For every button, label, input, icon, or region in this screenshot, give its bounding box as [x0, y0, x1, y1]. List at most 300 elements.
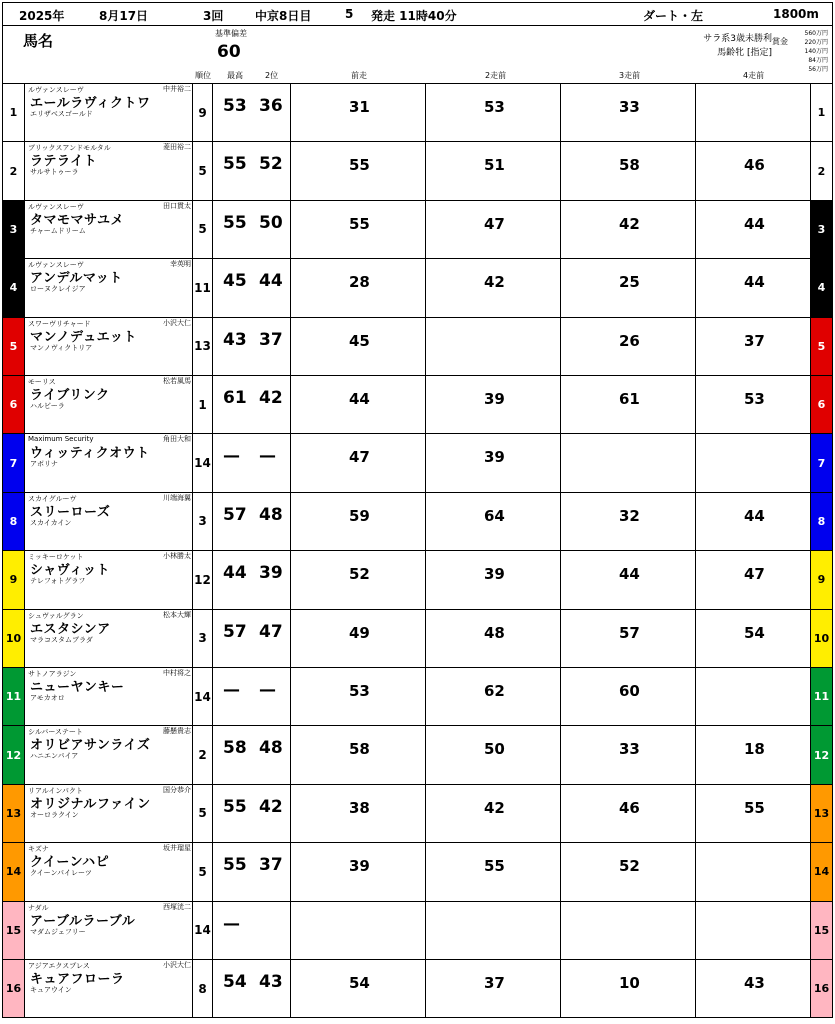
race-score: 32 [619, 506, 640, 525]
race-history-4[interactable] [696, 201, 812, 258]
rank: 5 [193, 142, 213, 199]
dam-name: エリザベスゴールド [30, 110, 93, 118]
race-score: 47 [484, 214, 505, 233]
rank: 3 [193, 493, 213, 550]
race-score: 52 [349, 565, 370, 584]
col-prev2: 2走前 [485, 71, 507, 80]
race-score: 45 [349, 331, 370, 350]
horse-info [25, 902, 193, 959]
race-score: 55 [744, 798, 765, 817]
race-history-4[interactable] [696, 668, 812, 725]
index-label: 基準偏差 [215, 29, 247, 38]
best-index: 57 [223, 504, 247, 525]
prize-2: 220万円 [804, 39, 828, 46]
sire-name: ルヴァンスレーヴ [28, 261, 84, 270]
race-history-2[interactable] [426, 259, 561, 316]
horse-row[interactable] [2, 785, 833, 843]
sire-name: ミッキーロケット [28, 553, 84, 562]
horse-info [25, 960, 193, 1017]
rank: 14 [193, 668, 213, 725]
horse-number: 2 [3, 142, 25, 199]
index-cell [213, 201, 291, 258]
race-score: 44 [744, 214, 765, 233]
rank: 3 [193, 610, 213, 667]
horse-info [25, 493, 193, 550]
second-index: — [259, 680, 276, 700]
race-history-4[interactable] [696, 843, 812, 900]
horse-name[interactable]: ニューヤンキー [30, 680, 125, 695]
best-index: 55 [223, 855, 247, 876]
race-history-3[interactable] [561, 843, 696, 900]
horse-number-right: 3 [810, 201, 832, 258]
race-history-4[interactable] [696, 84, 812, 141]
rank: 14 [193, 434, 213, 491]
race-score: 18 [744, 740, 765, 759]
second-index: 37 [259, 855, 283, 876]
jockey-name: 小林勝太 [163, 552, 191, 561]
dam-name: ハニエンパイア [30, 752, 79, 761]
jockey-name: 川端海翼 [163, 493, 191, 502]
horse-number: 12 [3, 726, 25, 783]
race-score: 42 [619, 214, 640, 233]
horse-info [25, 142, 193, 199]
race-history-1[interactable] [291, 668, 426, 725]
horse-number-right: 15 [810, 902, 832, 959]
horse-info [25, 318, 193, 375]
horse-row[interactable] [2, 668, 833, 726]
horse-info [25, 785, 193, 842]
race-history-2[interactable] [426, 726, 561, 783]
dam-name: アモカオロ [30, 694, 65, 702]
race-history-2[interactable] [426, 551, 561, 608]
dam-name: スカイカイン [30, 518, 72, 527]
race-score: 59 [349, 506, 370, 525]
race-history-2[interactable] [426, 318, 561, 375]
horse-number: 5 [3, 318, 25, 375]
race-history-4[interactable] [696, 902, 812, 959]
sire-name: リアルインパクト [28, 786, 83, 795]
best-index: 61 [223, 388, 247, 408]
rank: 2 [193, 726, 213, 783]
horse-row[interactable] [2, 726, 833, 784]
race-score: 26 [619, 331, 640, 350]
prize-1: 560万円 [804, 30, 828, 37]
horse-info [25, 201, 193, 258]
jockey-name: 西塚洸二 [163, 902, 191, 911]
race-score: 47 [349, 448, 370, 467]
race-history-3[interactable] [561, 318, 696, 375]
race-history-3[interactable] [561, 142, 696, 199]
best-index: 58 [223, 738, 247, 759]
dam-name: マダムジェフリー [30, 927, 86, 936]
race-distance: 1800m [773, 7, 819, 21]
race-date: 8月17日 [99, 9, 149, 23]
horse-number: 3 [3, 201, 25, 258]
horse-name[interactable]: キュアフローラ [30, 972, 125, 987]
race-score: 39 [484, 565, 505, 584]
sire-name: ブリックスアンドモルタル [28, 144, 111, 153]
col-prev: 前走 [351, 71, 367, 80]
best-index: 44 [223, 563, 247, 584]
race-history-1[interactable] [291, 201, 426, 258]
index-cell [213, 610, 291, 667]
horse-name[interactable]: マンノデュエット [30, 329, 137, 345]
horse-info [25, 726, 193, 783]
rank: 9 [193, 84, 213, 141]
race-history-4[interactable] [696, 551, 812, 608]
race-history-1[interactable] [291, 785, 426, 842]
horse-number: 9 [3, 551, 25, 608]
jockey-name: 田口貫太 [163, 201, 191, 210]
race-history-1[interactable] [291, 142, 426, 199]
race-history-1[interactable] [291, 610, 426, 667]
race-score: 33 [619, 740, 640, 759]
race-score: 28 [349, 273, 370, 292]
horse-row[interactable] [2, 960, 833, 1018]
dam-name: マンノヴィクトリア [30, 343, 93, 352]
horse-row[interactable] [2, 902, 833, 960]
horse-info [25, 668, 193, 725]
race-score: 55 [349, 156, 370, 175]
rank: 8 [193, 960, 213, 1017]
race-history-4[interactable] [696, 318, 812, 375]
jockey-name: 藤懸貴志 [163, 727, 191, 736]
horse-row[interactable] [2, 201, 833, 259]
jockey-name: 坂井瑠星 [163, 844, 191, 853]
race-history-2[interactable] [426, 902, 561, 959]
index-cell [213, 785, 291, 842]
index-cell [213, 318, 291, 375]
sire-name: シュヴァルグラン [28, 611, 84, 620]
horse-number: 11 [3, 668, 25, 725]
dam-name: キュアウイン [30, 986, 72, 994]
race-history-3[interactable] [561, 551, 696, 608]
horse-info [25, 551, 193, 608]
race-history-2[interactable] [426, 201, 561, 258]
race-score: 42 [484, 798, 505, 817]
horse-number-right: 13 [810, 785, 832, 842]
race-history-1[interactable] [291, 84, 426, 141]
horse-row[interactable] [2, 84, 833, 142]
horse-number-right: 2 [810, 142, 832, 199]
horse-name[interactable]: ラテライト [30, 154, 98, 170]
sire-name: モーリス [28, 378, 56, 386]
sire-name: サトノアラジン [28, 670, 77, 678]
horse-name[interactable]: エスタシンア [30, 621, 111, 637]
prize-4: 84万円 [808, 57, 828, 64]
race-score: 31 [349, 98, 370, 116]
second-index: 42 [259, 796, 283, 817]
race-history-3[interactable] [561, 785, 696, 842]
horse-number-right: 12 [810, 726, 832, 783]
name-label: 馬名 [23, 32, 54, 50]
race-history-4[interactable] [696, 610, 812, 667]
race-history-3[interactable] [561, 960, 696, 1017]
index-cell [213, 726, 291, 783]
sire-name: アジアエクスプレス [28, 962, 90, 970]
horse-info [25, 843, 193, 900]
sire-name: キズナ [28, 845, 49, 854]
race-history-1[interactable] [291, 960, 426, 1017]
horse-number-right: 14 [810, 843, 832, 900]
jockey-name: 幸英明 [170, 260, 191, 269]
horse-row[interactable] [2, 376, 833, 434]
race-history-2[interactable] [426, 785, 561, 842]
race-history-2[interactable] [426, 960, 561, 1017]
best-index: 43 [223, 329, 247, 350]
best-index: 55 [223, 154, 247, 175]
horse-number-right: 9 [810, 551, 832, 608]
jockey-name: 松若風馬 [163, 377, 191, 385]
race-score: 58 [349, 740, 370, 759]
best-index: — [223, 913, 240, 934]
race-score: 38 [349, 798, 370, 817]
race-score: 39 [349, 857, 370, 876]
index-cell [213, 668, 291, 725]
horse-row[interactable] [2, 610, 833, 668]
prize-3: 140万円 [804, 48, 828, 55]
race-history-3[interactable] [561, 259, 696, 316]
horse-name[interactable]: オリビアサンライズ [30, 738, 151, 754]
second-index: 47 [259, 621, 283, 642]
rank: 5 [193, 843, 213, 900]
race-history-1[interactable] [291, 376, 426, 433]
sire-name: スカイグルーヴ [28, 494, 77, 503]
race-history-2[interactable] [426, 376, 561, 433]
race-history-2[interactable] [426, 434, 561, 491]
second-index: 50 [259, 212, 283, 233]
race-history-2[interactable] [426, 668, 561, 725]
race-score: 39 [484, 390, 505, 408]
rank: 13 [193, 318, 213, 375]
dam-name: ローヌクレイジア [30, 285, 86, 294]
sire-name: シルバーステート [28, 728, 83, 737]
race-score: 55 [349, 214, 370, 233]
second-index: 42 [259, 388, 283, 408]
index-cell [213, 843, 291, 900]
rank: 14 [193, 902, 213, 959]
race-history-4[interactable] [696, 726, 812, 783]
dam-name: ハルビーラ [30, 402, 65, 410]
horse-row[interactable] [2, 493, 833, 551]
sire-name: Maximum Security [28, 435, 94, 444]
horse-name[interactable]: スリーローズ [30, 504, 111, 520]
race-surface: ダート・左 [643, 9, 704, 23]
horse-number-right: 8 [810, 493, 832, 550]
best-index: 53 [223, 96, 247, 116]
race-history-1[interactable] [291, 902, 426, 959]
horse-name[interactable]: エールラヴィクトワ [30, 96, 151, 111]
dam-name: サルサトゥーラ [30, 168, 79, 177]
race-history-2[interactable] [426, 493, 561, 550]
rank: 5 [193, 201, 213, 258]
race-history-4[interactable] [696, 259, 812, 316]
dam-name: アボリナ [30, 460, 58, 469]
col-prev3: 3走前 [619, 71, 641, 80]
horse-info [25, 84, 193, 141]
jockey-name: 角田大和 [163, 435, 191, 444]
best-index: 55 [223, 796, 247, 817]
second-index: 39 [259, 563, 283, 584]
sire-name: ルヴァンスレーヴ [28, 86, 84, 94]
best-index: 55 [223, 212, 247, 233]
race-history-1[interactable] [291, 493, 426, 550]
race-history-3[interactable] [561, 668, 696, 725]
horse-name[interactable]: タマモマサユメ [30, 212, 124, 228]
best-index: 45 [223, 271, 247, 292]
horse-row[interactable] [2, 259, 833, 317]
race-history-1[interactable] [291, 551, 426, 608]
race-history-3[interactable] [561, 84, 696, 141]
race-history-4[interactable] [696, 785, 812, 842]
race-score: 64 [484, 506, 505, 525]
race-history-2[interactable] [426, 843, 561, 900]
race-year: 2025年 [19, 9, 65, 23]
index-cell [213, 434, 291, 491]
race-condition [703, 32, 772, 60]
index-value: 60 [217, 42, 241, 62]
prize-5: 56万円 [808, 66, 828, 73]
horse-name[interactable]: クイーンハピ [30, 855, 110, 871]
sire-name: スワーヴリチャード [28, 319, 91, 328]
index-cell [213, 84, 291, 141]
race-history-2[interactable] [426, 610, 561, 667]
race-header [2, 2, 833, 26]
second-index: 43 [259, 972, 283, 992]
race-score: 60 [619, 682, 640, 700]
horse-row[interactable] [2, 843, 833, 901]
race-history-3[interactable] [561, 726, 696, 783]
rank: 5 [193, 785, 213, 842]
jockey-name: 松本大輝 [163, 610, 191, 619]
race-history-4[interactable] [696, 142, 812, 199]
race-score: 53 [484, 98, 505, 116]
horse-number-right: 6 [810, 376, 832, 433]
horse-number-right: 7 [810, 434, 832, 491]
horse-row[interactable] [2, 551, 833, 609]
horse-name[interactable]: ウィッティクオウト [30, 446, 150, 462]
race-start-time: 発走 11時40分 [371, 9, 457, 23]
race-score: 33 [619, 98, 640, 116]
second-index: 48 [259, 738, 283, 759]
horse-number: 1 [3, 84, 25, 141]
race-score: 43 [744, 974, 765, 992]
race-history-4[interactable] [696, 493, 812, 550]
race-history-3[interactable] [561, 201, 696, 258]
race-score: 37 [484, 974, 505, 992]
horse-number-right: 4 [810, 259, 832, 316]
race-history-4[interactable] [696, 960, 812, 1017]
race-score: 25 [619, 273, 640, 292]
race-number: 5 [345, 7, 354, 21]
race-history-3[interactable] [561, 902, 696, 959]
horse-info [25, 259, 193, 316]
rank: 11 [193, 259, 213, 316]
dam-name: チャームドリーム [30, 226, 86, 235]
race-score: 54 [349, 974, 370, 992]
condition-sex: 馬齢牝 [指定] [717, 48, 772, 58]
second-index: 44 [259, 271, 283, 292]
horse-number-right: 11 [810, 668, 832, 725]
horse-name[interactable]: ライブリンク [30, 388, 110, 403]
jockey-name: 中村将之 [163, 669, 191, 677]
rank: 12 [193, 551, 213, 608]
horse-row[interactable] [2, 434, 833, 492]
second-index: 37 [259, 329, 283, 350]
horse-number: 16 [3, 960, 25, 1017]
race-score: 44 [619, 565, 640, 584]
race-history-1[interactable] [291, 259, 426, 316]
horse-name[interactable]: アンデルマット [30, 271, 123, 287]
race-history-1[interactable] [291, 843, 426, 900]
horse-row[interactable] [2, 318, 833, 376]
col-best: 最高 [227, 71, 243, 80]
horse-number-right: 10 [810, 610, 832, 667]
best-index: 54 [223, 972, 247, 992]
race-history-3[interactable] [561, 610, 696, 667]
index-cell [213, 493, 291, 550]
race-score: 55 [484, 857, 505, 876]
second-index: 36 [259, 96, 283, 116]
prize-label: 賞金 [772, 37, 788, 46]
horse-number-right: 1 [810, 84, 832, 141]
race-history-3[interactable] [561, 493, 696, 550]
index-cell [213, 259, 291, 316]
race-score: 58 [619, 156, 640, 175]
best-index: 57 [223, 621, 247, 642]
dam-name: マラコスタムブラダ [30, 635, 93, 644]
race-score: 57 [619, 623, 640, 642]
race-score: 44 [349, 390, 370, 408]
col-prev4: 4走前 [743, 71, 765, 80]
race-history-1[interactable] [291, 318, 426, 375]
horse-name[interactable]: オリジナルファイン [30, 796, 151, 812]
col-second: 2位 [265, 71, 279, 80]
race-score: 37 [744, 331, 765, 350]
condition-class: サラ系3歳未勝利 [703, 34, 772, 44]
race-history-3[interactable] [561, 376, 696, 433]
horse-row[interactable] [2, 142, 833, 200]
race-score: 39 [484, 448, 505, 467]
race-history-4[interactable] [696, 434, 812, 491]
index-cell [213, 960, 291, 1017]
dam-name: オーロラクイン [30, 810, 79, 819]
race-score: 53 [744, 390, 765, 408]
race-score: 52 [619, 857, 640, 876]
dam-name: クイーンパイレーツ [30, 869, 92, 878]
race-history-4[interactable] [696, 376, 812, 433]
race-history-1[interactable] [291, 434, 426, 491]
race-score: 44 [744, 273, 765, 292]
race-history-2[interactable] [426, 142, 561, 199]
prize-list [805, 29, 828, 74]
race-score: 46 [619, 798, 640, 817]
index-cell [213, 142, 291, 199]
race-history-3[interactable] [561, 434, 696, 491]
horse-number: 7 [3, 434, 25, 491]
horse-number-right: 16 [810, 960, 832, 1017]
col-rank: 順位 [195, 71, 211, 80]
horse-name[interactable]: シャヴィット [30, 563, 110, 579]
race-score: 10 [619, 974, 640, 992]
race-history-2[interactable] [426, 84, 561, 141]
jockey-name: 小沢大仁 [163, 961, 191, 969]
race-history-1[interactable] [291, 726, 426, 783]
horse-info [25, 376, 193, 433]
horse-name[interactable]: アーブルラーブル [30, 913, 136, 929]
horse-number: 4 [3, 259, 25, 316]
race-score: 62 [484, 682, 505, 700]
